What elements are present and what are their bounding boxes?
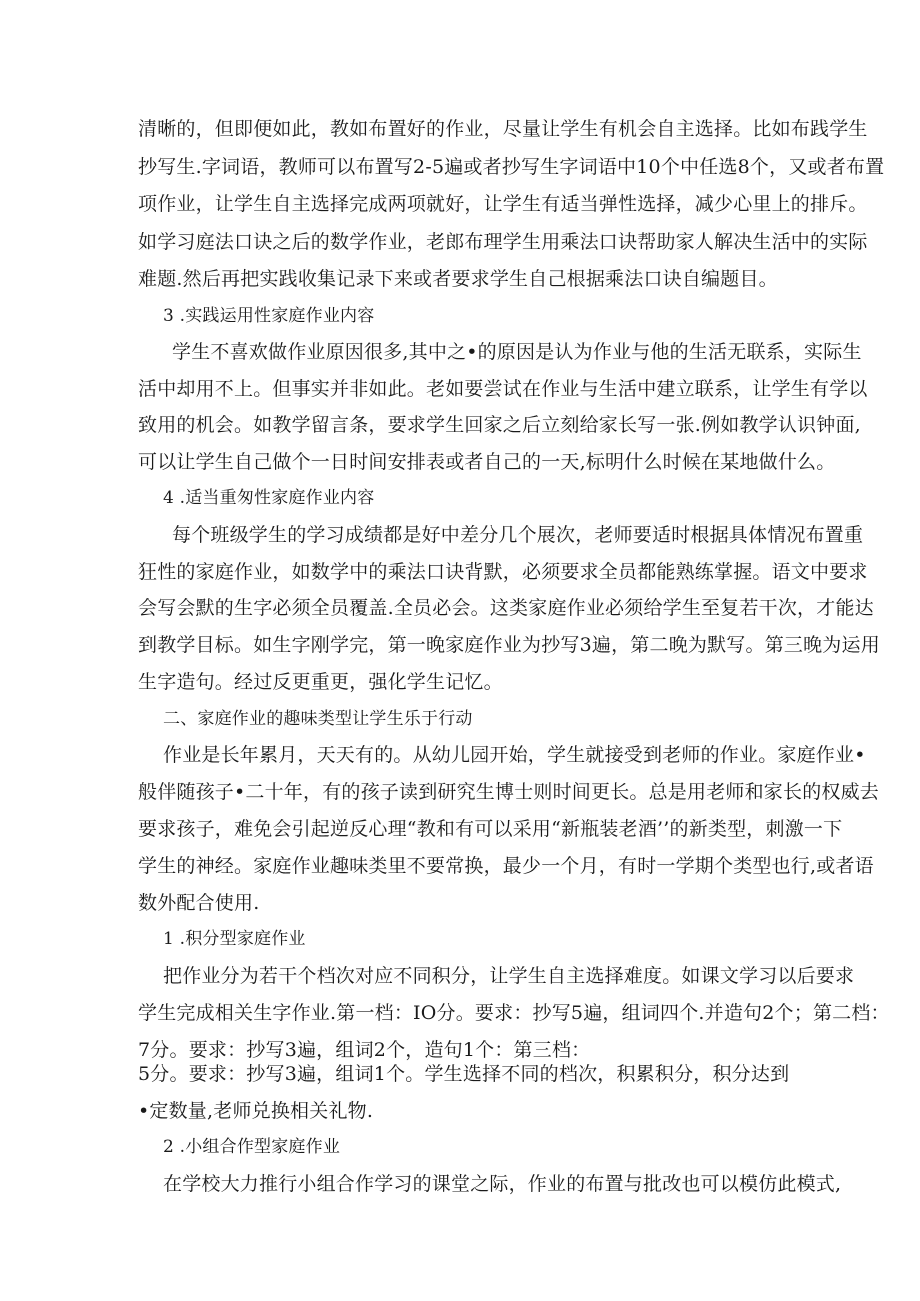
paragraph-line: 要求孩子，难免会引起逆反心理“教和有可以采用“新瓶装老酒’’的新类型，刺激一下 bbox=[138, 818, 843, 840]
section-heading: 1 .积分型家庭作业 bbox=[163, 929, 306, 949]
paragraph-line: 如学习庭法口诀之后的数学作业，老郎布理学生用乘法口诀帮助家人解决生活中的实际 bbox=[138, 231, 868, 253]
paragraph-line: 每个班级学生的学习成绩都是好中差分几个展次，老师要适时根据具体情况布置重 bbox=[172, 524, 864, 546]
paragraph-line: 项作业，让学生自主选择完成两项就好，让学生有适当弹性选择，减少心里上的排斥。 bbox=[138, 193, 868, 215]
paragraph-line: 到教学目标。如生字刚学完，第一晚家庭作业为抄写3遍，第二晚为默写。第三晚为运用 bbox=[138, 634, 880, 656]
paragraph-line: 数外配合使用. bbox=[138, 892, 260, 914]
paragraph-line: 学生完成相关生字作业.第一档：IO分。要求：抄写5遍，组词四个.并造句2个；第二档： bbox=[138, 1002, 890, 1024]
section-heading: 4 .适当重匆性家庭作业内容 bbox=[163, 488, 375, 508]
paragraph-line: 学生的神经。家庭作业趣味类里不要常换，最少一个月，有时一学期个类型也行,或者语 bbox=[138, 855, 874, 877]
section-heading: 二、家庭作业的趣味类型让学生乐于行动 bbox=[163, 709, 473, 729]
paragraph-line: 抄写生.字词语，教师可以布置写2-5遍或者抄写生字词语中10个中任选8个，又或者布置 bbox=[138, 156, 885, 178]
paragraph-line: 般伴随孩子•二十年，有的孩子读到研究生博士则时间更长。总是用老师和家长的权威去 bbox=[138, 781, 880, 803]
paragraph-line: 在学校大力推行小组合作学习的课堂之际，作业的布置与批改也可以模仿此模式, bbox=[163, 1173, 842, 1195]
paragraph-line: 会写会默的生字必须全员覆盖.全员必会。这类家庭作业必须给学生至复若干次，才能达 bbox=[138, 597, 874, 619]
paragraph-line: 作业是长年累月，天天有的。从幼儿园开始，学生就接受到老师的作业。家庭作业• bbox=[163, 744, 866, 766]
section-heading: 3 .实践运用性家庭作业内容 bbox=[163, 306, 375, 326]
paragraph-line: 狂性的家庭作业，如数学中的乘法口诀背默，必须要求全员都能熟练掌握。语文中要求 bbox=[138, 561, 868, 583]
paragraph-line: 学生不喜欢做作业原因很多,其中之•的原因是认为作业与他的生活无联系，实际生 bbox=[172, 341, 862, 363]
paragraph-line: •定数量,老师兑换相关礼物. bbox=[138, 1100, 374, 1122]
paragraph-line: 难题.然后再把实践收集记录下来或者要求学生自己根据乘法口诀自编题目。 bbox=[138, 268, 778, 290]
section-heading: 2 .小组合作型家庭作业 bbox=[163, 1137, 341, 1157]
paragraph-line: 可以让学生自己做个一日时间安排表或者自己的一天,标明什么时候在某地做什么。 bbox=[138, 451, 836, 473]
paragraph-line: 生字造句。经过反更重更，强化学生记忆。 bbox=[138, 671, 503, 693]
paragraph-line: 清晰的，但即便如此，教如布置好的作业，尽量让学生有机会自主选择。比如布践学生 bbox=[138, 118, 868, 140]
paragraph-line: 致用的机会。如教学留言条，要求学生回家之后立刻给家长写一张.例如教学认识钟面, bbox=[138, 414, 861, 436]
paragraph-line: 5分。要求：抄写3遍，组词1个。学生选择不同的档次，积累积分，积分达到 bbox=[138, 1063, 790, 1085]
paragraph-line: 把作业分为若干个档次对应不同积分，让学生自主选择难度。如课文学习以后要求 bbox=[163, 965, 855, 987]
paragraph-line: 活中却用不上。但事实并非如此。老如要尝试在作业与生活中建立联系，让学生有学以 bbox=[138, 378, 868, 400]
paragraph-line: 7分。要求：抄写3遍，组词2个，造句1个：第三档： bbox=[138, 1039, 591, 1061]
